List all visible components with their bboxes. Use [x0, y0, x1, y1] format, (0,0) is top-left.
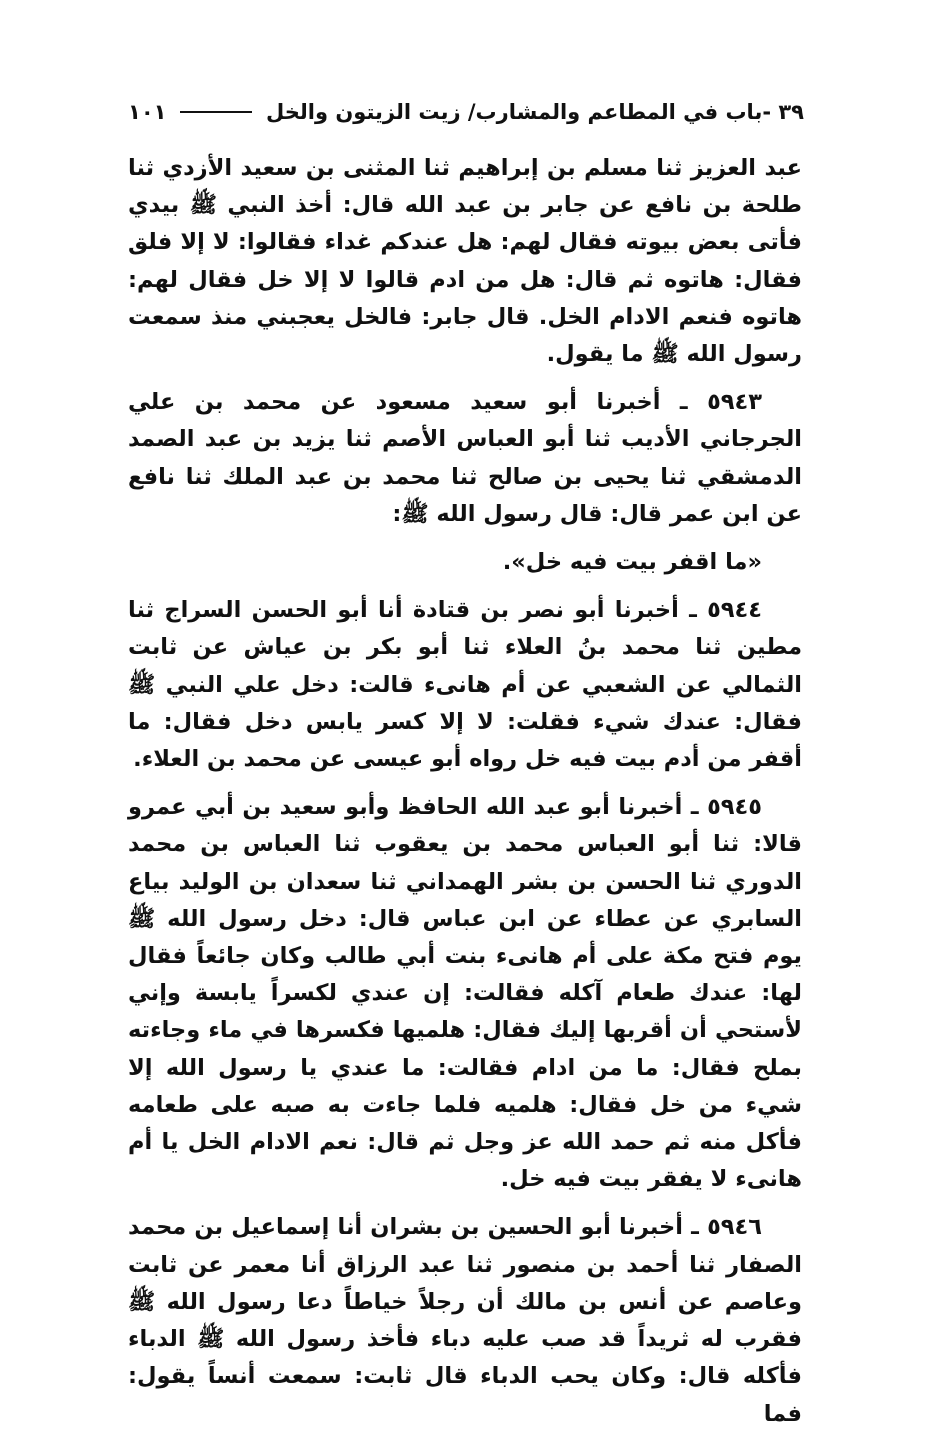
page-number: ١٠١	[128, 100, 167, 124]
hadith-5943: ٥٩٤٣ ـ أخبرنا أبو سعيد مسعود عن محمد بن علي الجرجاني الأديب ثنا أبو العباس الأصم ثنا يزيد بن عبد الصمد الدمشقي ثنا يحيى بن صالح ثنا محمد بن عبد الملك ثنا نافع عن ابن عمر قال: قال رسول الله ﷺ:	[128, 389, 802, 527]
paragraph-continuation: عبد العزيز ثنا مسلم بن إبراهيم ثنا المثنى بن سعيد الأزدي ثنا طلحة بن نافع عن جابر بن عبد الله قال: أخذ النبي ﷺ بيدي فأتى بعض بيوته فقال لهم: هل عندكم غداء فقالوا: لا إلا فلق فقال: هاتوه ثم قال: هل من ادم قالوا لا إلا خل فقال لهم: هاتوه فنعم الادام الخل. قال جابر: فالخل يعجبني منذ سمعت رسول الله ﷺ ما يقول.	[128, 155, 802, 368]
hadith-5945: ٥٩٤٥ ـ أخبرنا أبو عبد الله الحافظ وأبو سعيد بن أبي عمرو قالا: ثنا أبو العباس محمد بن يعقوب ثنا العباس بن محمد الدوري ثنا الحسن بن بشر الهمداني ثنا سعدان بن الوليد بياع السابري عن عطاء عن ابن عباس قال: دخل رسول الله ﷺ يوم فتح مكة على أم هانىء بنت أبي طالب وكان جائعاً فقال لها: عندك طعام آكله فقالت: إن عندي لكسراً يابسة وإني لأستحي أن أقربها إليك فقال: هلميها فكسرها في ماء وجاءته بملح فقال: ما من ادام فقالت: ما عندي يا رسول الله إلا شيء من خل فقال: هلميه فلما جاءت به صبه على طعامه فأكل منه ثم حمد الله عز وجل ثم قال: نعم الادام الخل يا أم هانىء لا يفقر بيت فيه خل.	[128, 794, 802, 1193]
hadith-5944: ٥٩٤٤ ـ أخبرنا أبو نصر بن قتادة أنا أبو الحسن السراج ثنا مطين ثنا محمد بنُ العلاء ثنا أبو بكر بن عياش عن ثابت الثمالي عن الشعبي عن أم هانىء قالت: دخل علي النبي ﷺ فقال: عندك شيء فقلت: لا إلا كسر يابس دخل فقال: ما أقفر من أدم بيت فيه خل رواه أبو عيسى عن محمد بن العلاء.	[128, 597, 802, 773]
header-rule	[180, 111, 252, 113]
hadith-5946: ٥٩٤٦ ـ أخبرنا أبو الحسين بن بشران أنا إسماعيل بن محمد الصفار ثنا أحمد بن منصور ثنا عبد الرزاق أنا معمر عن ثابت وعاصم عن أنس بن مالك أن رجلاً خياطاً دعا رسول الله ﷺ فقرب له ثريداً قد صب عليه دباء فأخذ رسول الله ﷺ الدباء فأكله قال: وكان يحب الدباء قال ثابت: سمعت أنساً يقول: فما	[128, 1214, 802, 1427]
page-body	[128, 150, 802, 1444]
hadith-5943-quote: «ما اقفر بيت فيه خل».	[502, 549, 762, 576]
chapter-title: ٣٩ -باب في المطاعم والمشارب/ زيت الزيتون والخل	[266, 100, 804, 124]
running-header	[128, 94, 804, 130]
